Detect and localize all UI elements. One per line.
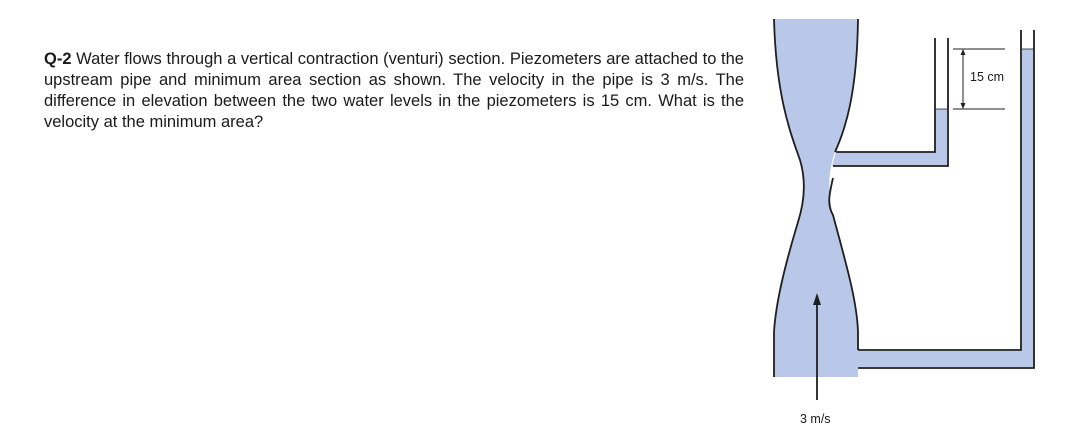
dimension-arrowhead-down (961, 103, 966, 109)
dimension-arrowhead-up (961, 49, 966, 55)
velocity-label: 3 m/s (800, 412, 831, 426)
upstream-piezometer-water (858, 49, 1034, 367)
elevation-difference-label: 15 cm (970, 70, 1005, 84)
throat-piezometer-water (832, 109, 947, 166)
venturi-water (774, 19, 874, 377)
question-number: Q-2 (44, 50, 72, 68)
question-body: Water flows through a vertical contraction (venturi) section. Piezometers are attached to the upstream pipe and minimum area section as shown. The velocity in the pipe is 3 m/s. The difference in elevation between the two water levels in the piezometers is 15 cm. What is the velocity at the minimum area? (44, 50, 744, 131)
upstream-piezometer-tube (858, 30, 1034, 368)
